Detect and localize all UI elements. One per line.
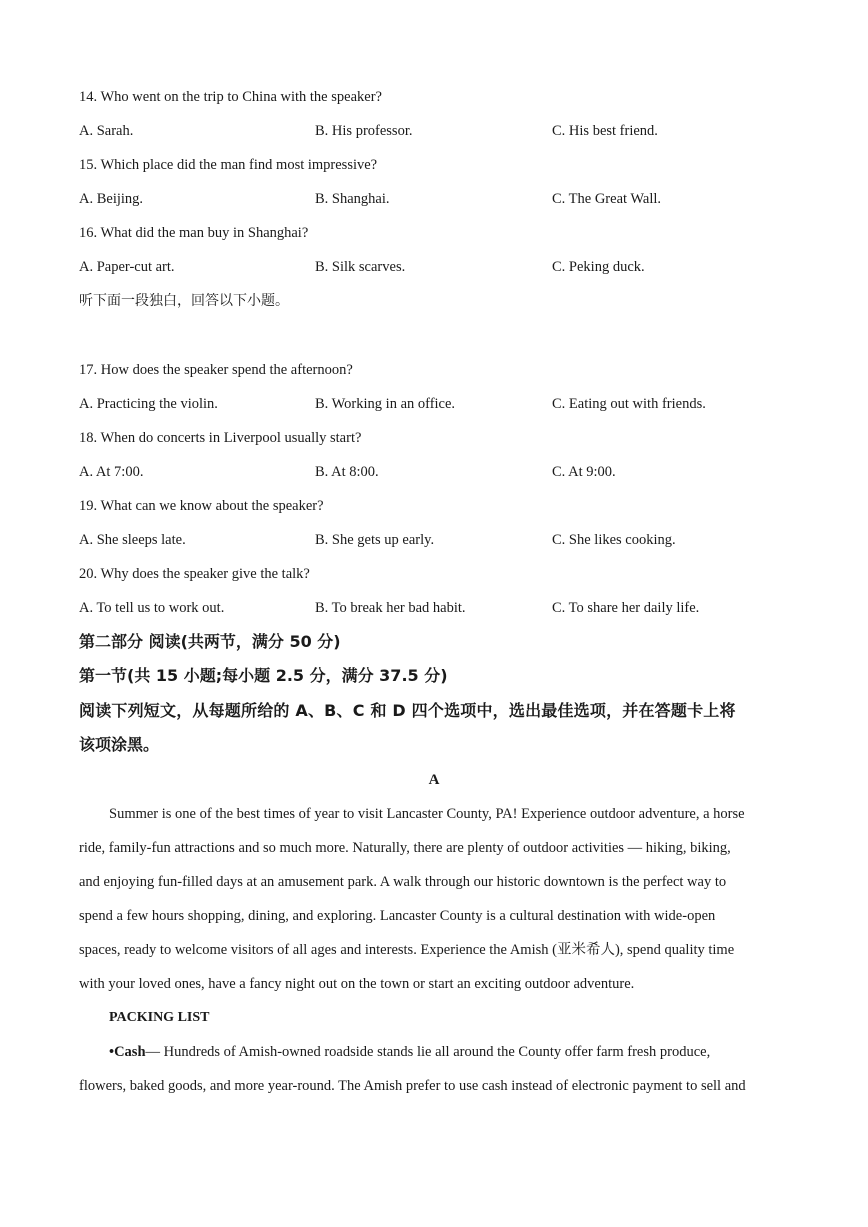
part-two-title: 第二部分 阅读(共两节，满分 50 分) [79,632,341,651]
q15-option-b: B. Shanghai. [315,191,390,207]
passage-line: and enjoying fun-filled days at an amusement park. A walk through our historic downtown is the perfect way to [79,874,727,890]
question-14: 14. Who went on the trip to China with the speaker? [79,89,382,105]
question-20: 20. Why does the speaker give the talk? [79,566,310,582]
q18-option-b: B. At 8:00. [315,464,379,480]
section-one-title: 第一节(共 15 小题;每小题 2.5 分，满分 37.5 分) [79,666,448,685]
q14-option-c: C. His best friend. [552,123,658,139]
passage-label: A [428,772,440,788]
cash-text: — Hundreds of Amish-owned roadside stands lie all around the County offer farm fresh produce, [145,1044,711,1060]
q14-option-a: A. Sarah. [79,123,134,139]
q15-option-a: A. Beijing. [79,191,144,207]
packing-list-heading: PACKING LIST [109,1010,210,1025]
cash-paragraph-line-1 [109,1042,814,1062]
q20-option-c: C. To share her daily life. [552,600,700,616]
q18-option-c: C. At 9:00. [552,464,616,480]
passage-line: ride, family-fun attractions and so much more. Naturally, there are plenty of outdoor activities — hiking, biking, [79,840,731,856]
reading-instruction-line-1: 阅读下列短文，从每题所给的 A、B、C 和 D 四个选项中，选出最佳选项，并在答题卡上将 [79,701,736,720]
passage-line: Summer is one of the best times of year to visit Lancaster County, PA! Experience outdoor adventure, a horse [109,806,745,822]
q18-option-a: A. At 7:00. [79,464,144,480]
cash-paragraph-line-2: flowers, baked goods, and more year-round. The Amish prefer to use cash instead of electronic payment to sell and [79,1078,746,1094]
monologue-instruction: 听下面一段独白，回答以下小题。 [79,293,289,309]
question-17: 17. How does the speaker spend the afternoon? [79,362,353,378]
question-15: 15. Which place did the man find most impressive? [79,157,378,173]
q15-option-c: C. The Great Wall. [552,191,662,207]
passage-line: spaces, ready to welcome visitors of all ages and interests. Experience the Amish (亚米希人), spend quality time [79,942,735,958]
q17-option-a: A. Practicing the violin. [79,396,218,412]
question-16: 16. What did the man buy in Shanghai? [79,225,309,241]
q19-option-c: C. She likes cooking. [552,532,676,548]
q20-option-b: B. To break her bad habit. [315,600,466,616]
passage-line: spend a few hours shopping, dining, and exploring. Lancaster County is a cultural destination with wide-open [79,908,716,924]
q20-option-a: A. To tell us to work out. [79,600,225,616]
q17-option-c: C. Eating out with friends. [552,396,706,412]
cash-label: •Cash [109,1044,146,1060]
question-18: 18. When do concerts in Liverpool usually start? [79,430,362,446]
q16-option-b: B. Silk scarves. [315,259,406,275]
q14-option-b: B. His professor. [315,123,413,139]
reading-instruction-line-2: 该项涂黑。 [79,735,160,754]
q19-option-b: B. She gets up early. [315,532,435,548]
passage-line: with your loved ones, have a fancy night out on the town or start an exciting outdoor adventure. [79,976,635,992]
q16-option-c: C. Peking duck. [552,259,645,275]
q19-option-a: A. She sleeps late. [79,532,186,548]
q16-option-a: A. Paper-cut art. [79,259,175,275]
q17-option-b: B. Working in an office. [315,396,456,412]
question-19: 19. What can we know about the speaker? [79,498,324,514]
